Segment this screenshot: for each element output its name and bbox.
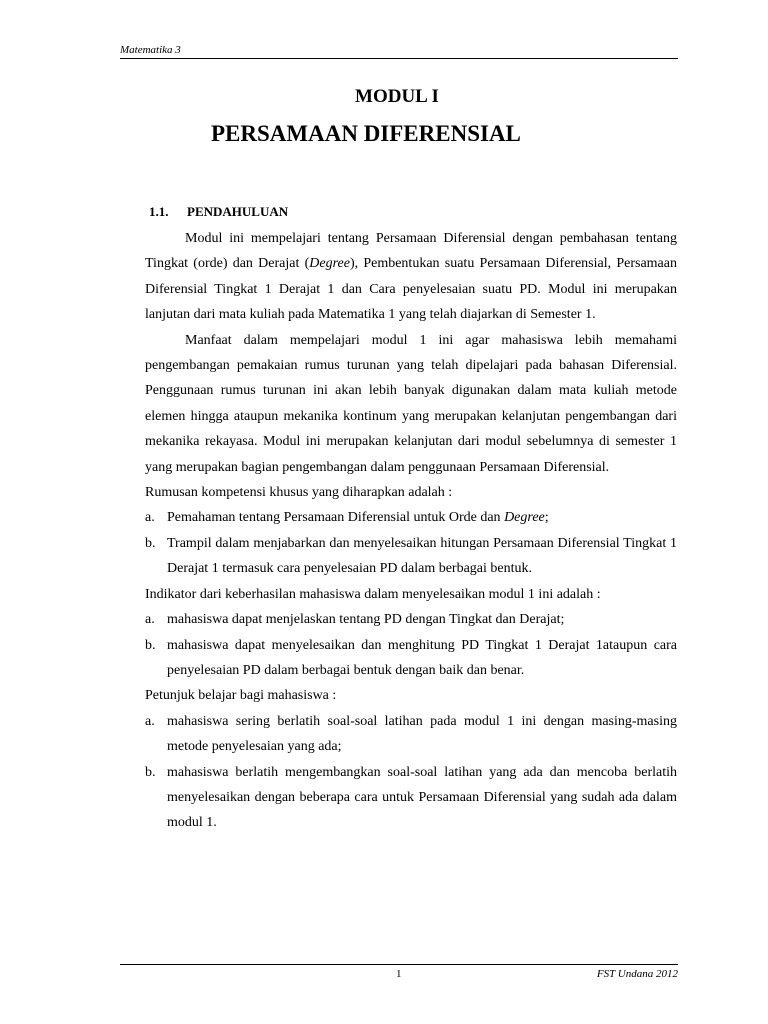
indicator-intro: Indikator dari keberhasilan mahasiswa dalam menyelesaikan modul 1 ini adalah :	[145, 586, 601, 602]
paragraph-intro-rest: ), Pembentukan suatu Persamaan Diferensial, Persamaan Diferensial Tingkat 1 Derajat 1 dan Cara penyelesaian suatu PD. Modul ini merupakan lanjutan dari mata kuliah pada Matematika 1 yang telah diajarkan di Semester 1.	[145, 256, 677, 323]
document-body	[145, 226, 677, 836]
list-item	[145, 505, 677, 530]
section-number: 1.1.	[149, 204, 169, 219]
running-footer	[120, 964, 678, 980]
list-item-text: mahasiswa dapat menyelesaikan dan menghitung PD Tingkat 1 Derajat 1ataupun cara penyelesaian PD dalam berbagai bentuk dengan baik dan benar.	[167, 637, 677, 678]
list-item-text: mahasiswa sering berlatih soal-soal latihan pada modul 1 ini dengan masing-masing metode penyelesaian yang ada;	[167, 713, 677, 755]
module-subtitle: PERSAMAAN DIFERENSIAL	[211, 121, 521, 146]
list-item	[145, 709, 677, 760]
list-item-text: Trampil dalam menjabarkan dan menyelesaikan hitungan Persamaan Diferensial Tingkat 1 Derajat 1 termasuk cara penyelesaian PD dalam berbagai bentuk.	[167, 535, 677, 577]
guide-intro: Petunjuk belajar bagi mahasiswa :	[145, 688, 337, 704]
page-number: 1	[396, 968, 402, 980]
competency-intro: Rumusan kompetensi khusus yang diharapkan adalah :	[145, 485, 453, 501]
list-item-text: mahasiswa berlatih mengembangkan soal-soal latihan yang ada dan mencoba berlatih menyelesaikan dengan beberapa cara untuk Persamaan Diferensial yang sudah ada dalam modul 1.	[167, 764, 677, 831]
list-item-tail: ;	[544, 510, 549, 526]
list-marker: a.	[145, 713, 155, 729]
list-marker: b.	[145, 764, 156, 780]
running-header	[120, 44, 678, 59]
list-item	[145, 531, 677, 582]
list-marker: b.	[145, 637, 156, 653]
paragraph-intro-text: Modul ini mempelajari tentang Persamaan Diferensial dengan pembahasan tentang Tingkat (orde) dan Derajat (	[145, 231, 677, 272]
section-title: PENDAHULUAN	[187, 204, 289, 219]
paragraph-benefit: Manfaat dalam mempelajari modul 1 ini agar mahasiswa lebih memahami pengembangan pemakaian rumus turunan yang telah dipelajari pada bahasan Diferensial. Penggunaan rumus turunan ini akan lebih banyak digunakan dalam mata kuliah metode elemen hingga ataupun mekanika kontinum yang merupakan kelanjutan pengembangan dari mekanika rekayasa. Modul ini merupakan kelanjutan dari modul sebelumnya di semester 1 yang merupakan bagian pengembangan dalam penggunaan Persamaan Diferensial.	[145, 332, 677, 475]
list-item-body: Pemahaman tentang Persamaan Diferensial untuk Orde dan	[167, 510, 505, 526]
list-marker: a.	[145, 510, 155, 526]
list-item-text	[167, 505, 677, 530]
paragraph-intro	[145, 226, 677, 328]
list-item-emphasis: Degree	[504, 510, 545, 526]
list-item	[145, 760, 677, 836]
list-item	[145, 633, 677, 684]
list-item	[145, 607, 677, 632]
list-marker: b.	[145, 535, 156, 551]
list-item-text: mahasiswa dapat menjelaskan tentang PD dengan Tingkat dan Derajat;	[167, 612, 565, 628]
paragraph-intro-emphasis: Degree	[309, 256, 350, 272]
header-text: Matematika 3	[120, 44, 181, 56]
footer-institution: FST Undana 2012	[596, 968, 678, 980]
list-marker: a.	[145, 612, 155, 628]
section-heading	[149, 204, 288, 220]
module-title: MODUL I	[355, 86, 439, 107]
